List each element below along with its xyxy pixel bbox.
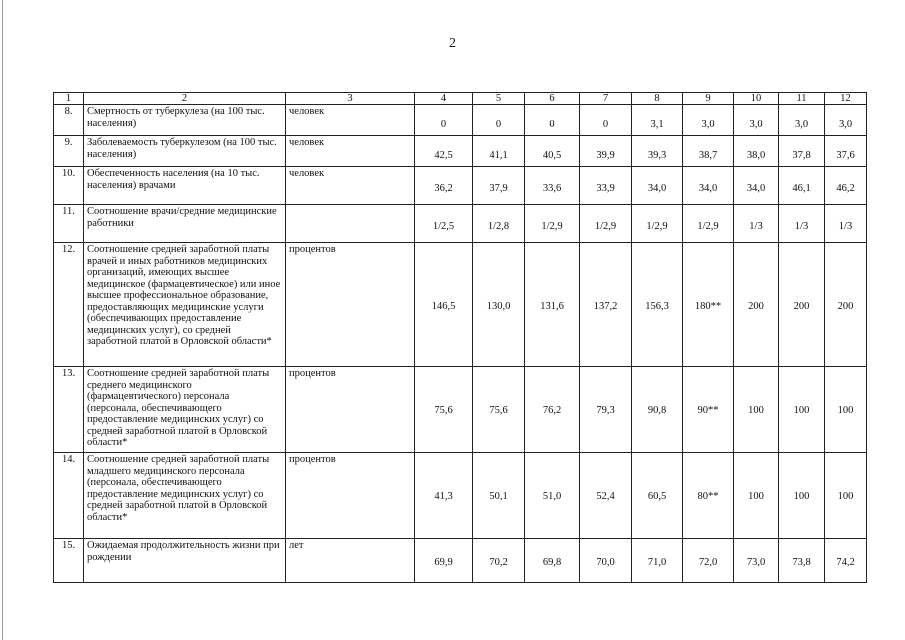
value-cell: 75,6 [415, 367, 473, 453]
value-cell: 1/3 [825, 205, 867, 243]
value-cell: 100 [779, 453, 825, 539]
value-cell: 73,8 [779, 539, 825, 583]
unit-cell: процентов [286, 243, 415, 367]
header-cell: 2 [84, 93, 286, 105]
value-cell: 100 [825, 367, 867, 453]
value-cell: 146,5 [415, 243, 473, 367]
table-row [54, 539, 867, 583]
indicator-name: Соотношение врачи/средние медицинские работники [84, 205, 286, 243]
value-cell: 1/3 [779, 205, 825, 243]
value-cell: 38,0 [734, 136, 779, 167]
value-cell: 180** [683, 243, 734, 367]
value-cell: 100 [779, 367, 825, 453]
value-cell: 46,2 [825, 167, 867, 205]
value-cell: 1/2,8 [473, 205, 525, 243]
value-cell: 36,2 [415, 167, 473, 205]
unit-cell: человек [286, 136, 415, 167]
value-cell: 40,5 [525, 136, 580, 167]
table-row [54, 136, 867, 167]
value-cell: 100 [734, 453, 779, 539]
value-cell: 1/2,9 [683, 205, 734, 243]
value-cell: 130,0 [473, 243, 525, 367]
value-cell: 41,3 [415, 453, 473, 539]
value-cell: 34,0 [683, 167, 734, 205]
unit-cell [286, 205, 415, 243]
header-cell: 4 [415, 93, 473, 105]
value-cell: 51,0 [525, 453, 580, 539]
value-cell: 137,2 [580, 243, 632, 367]
value-cell: 1/2,9 [580, 205, 632, 243]
value-cell: 3,1 [632, 105, 683, 136]
value-cell: 39,9 [580, 136, 632, 167]
value-cell: 52,4 [580, 453, 632, 539]
row-number: 11. [54, 205, 84, 243]
value-cell: 90** [683, 367, 734, 453]
value-cell: 3,0 [683, 105, 734, 136]
header-row [54, 93, 867, 105]
value-cell: 33,9 [580, 167, 632, 205]
value-cell: 200 [825, 243, 867, 367]
value-cell: 80** [683, 453, 734, 539]
value-cell: 3,0 [825, 105, 867, 136]
value-cell: 37,9 [473, 167, 525, 205]
header-cell: 5 [473, 93, 525, 105]
row-number: 9. [54, 136, 84, 167]
unit-cell: лет [286, 539, 415, 583]
table-row [54, 167, 867, 205]
value-cell: 200 [779, 243, 825, 367]
value-cell: 33,6 [525, 167, 580, 205]
value-cell: 60,5 [632, 453, 683, 539]
table-row [54, 367, 867, 453]
value-cell: 1/2,5 [415, 205, 473, 243]
value-cell: 37,8 [779, 136, 825, 167]
value-cell: 74,2 [825, 539, 867, 583]
value-cell: 79,3 [580, 367, 632, 453]
value-cell: 70,2 [473, 539, 525, 583]
value-cell: 39,3 [632, 136, 683, 167]
row-number: 13. [54, 367, 84, 453]
indicator-name: Ожидаемая продолжительность жизни при рождении [84, 539, 286, 583]
header-cell: 12 [825, 93, 867, 105]
header-cell: 1 [54, 93, 84, 105]
value-cell: 70,0 [580, 539, 632, 583]
value-cell: 37,6 [825, 136, 867, 167]
value-cell: 156,3 [632, 243, 683, 367]
value-cell: 42,5 [415, 136, 473, 167]
indicator-name: Смертность от туберкулеза (на 100 тыс. населения) [84, 105, 286, 136]
value-cell: 72,0 [683, 539, 734, 583]
indicator-name: Соотношение средней заработной платы младшего медицинского персонала (персонала, обеспечивающего предоставление медицинских услуг) со средней заработной платой в Орловской области* [84, 453, 286, 539]
value-cell: 100 [825, 453, 867, 539]
header-cell: 10 [734, 93, 779, 105]
value-cell: 0 [415, 105, 473, 136]
value-cell: 50,1 [473, 453, 525, 539]
value-cell: 1/2,9 [632, 205, 683, 243]
header-cell: 6 [525, 93, 580, 105]
table-row [54, 105, 867, 136]
unit-cell: процентов [286, 367, 415, 453]
indicator-name: Соотношение средней заработной платы среднего медицинского (фармацевтического) персонала (персонала, обеспечивающего предоставление медицинских услуг) со средней заработной платой в Орловской области* [84, 367, 286, 453]
value-cell: 1/2,9 [525, 205, 580, 243]
value-cell: 100 [734, 367, 779, 453]
value-cell: 0 [473, 105, 525, 136]
value-cell: 69,9 [415, 539, 473, 583]
table-row [54, 205, 867, 243]
value-cell: 200 [734, 243, 779, 367]
indicators-table [53, 92, 867, 583]
page-edge-line [2, 0, 3, 640]
header-cell: 11 [779, 93, 825, 105]
value-cell: 46,1 [779, 167, 825, 205]
unit-cell: человек [286, 167, 415, 205]
indicator-name: Обеспеченность населения (на 10 тыс. населения) врачами [84, 167, 286, 205]
value-cell: 73,0 [734, 539, 779, 583]
table-row [54, 243, 867, 367]
header-cell: 9 [683, 93, 734, 105]
header-cell: 7 [580, 93, 632, 105]
value-cell: 3,0 [779, 105, 825, 136]
row-number: 12. [54, 243, 84, 367]
value-cell: 34,0 [734, 167, 779, 205]
unit-cell: человек [286, 105, 415, 136]
value-cell: 38,7 [683, 136, 734, 167]
header-cell: 8 [632, 93, 683, 105]
row-number: 14. [54, 453, 84, 539]
indicator-name: Заболеваемость туберкулезом (на 100 тыс. населения) [84, 136, 286, 167]
value-cell: 0 [580, 105, 632, 136]
indicator-name: Соотношение средней заработной платы врачей и иных работников медицинских организаций, имеющих высшее медицинское (фармацевтическое) или иное высшее профессиональное образование, предоставляющих медицинские услуги (обеспечивающих предоставление медицинских услуг), со средней заработной платой в Орловской области* [84, 243, 286, 367]
value-cell: 3,0 [734, 105, 779, 136]
value-cell: 69,8 [525, 539, 580, 583]
row-number: 8. [54, 105, 84, 136]
value-cell: 41,1 [473, 136, 525, 167]
row-number: 15. [54, 539, 84, 583]
value-cell: 90,8 [632, 367, 683, 453]
value-cell: 0 [525, 105, 580, 136]
row-number: 10. [54, 167, 84, 205]
value-cell: 75,6 [473, 367, 525, 453]
header-cell: 3 [286, 93, 415, 105]
value-cell: 34,0 [632, 167, 683, 205]
unit-cell: процентов [286, 453, 415, 539]
value-cell: 76,2 [525, 367, 580, 453]
page-number: 2 [449, 36, 456, 51]
value-cell: 71,0 [632, 539, 683, 583]
table-row [54, 453, 867, 539]
value-cell: 1/3 [734, 205, 779, 243]
value-cell: 131,6 [525, 243, 580, 367]
